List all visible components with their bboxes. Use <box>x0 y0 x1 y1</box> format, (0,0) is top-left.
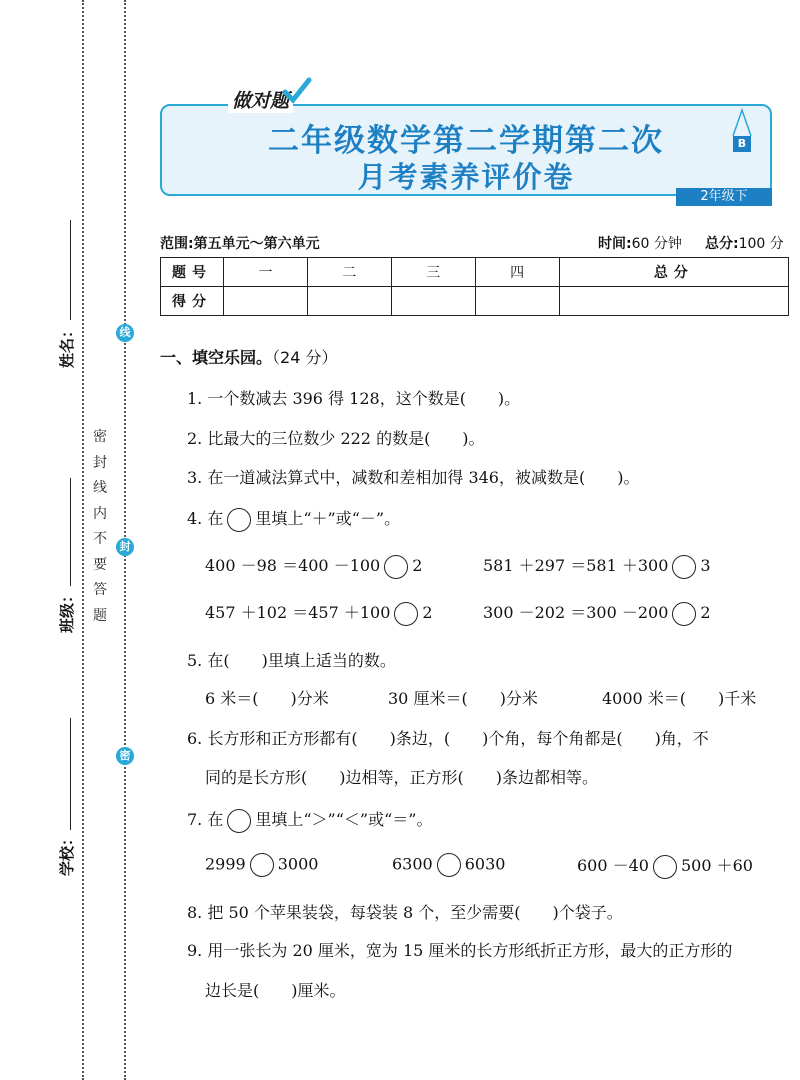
question-8: 8. 把 50 个苹果装袋，每袋装 8 个，至少需要( )个袋子。 <box>187 903 623 922</box>
question-1: 1. 一个数减去 396 得 128，这个数是( )。 <box>187 389 521 408</box>
question-5a: 6 米＝( )分米 <box>205 689 329 708</box>
question-6-line-1: 6. 长方形和正方形都有( )条边，( )个角，每个角都是( )角，不 <box>187 729 709 748</box>
grade-tag: 2年级下 <box>676 188 772 206</box>
name-label: 姓名： <box>58 322 77 369</box>
col-header: 一 <box>224 258 308 287</box>
question-7c: 600 －40 500 ＋60 <box>577 853 753 879</box>
question-7a: 2999 3000 <box>205 853 318 877</box>
school-label: 学校： <box>58 830 77 877</box>
answer-circle[interactable] <box>227 508 251 532</box>
question-9-line-2: 边长是( )厘米。 <box>205 981 346 1000</box>
question-7: 7. 在 里填上“＞”“＜”或“＝”。 <box>187 807 432 833</box>
row-header-score: 得分 <box>161 287 224 316</box>
checkmark-icon <box>282 76 312 106</box>
score-cell[interactable] <box>559 287 788 316</box>
scope-text: 范围:第五单元～第六单元 <box>160 236 320 252</box>
answer-circle[interactable] <box>250 853 274 877</box>
score-table-score-row <box>161 287 789 316</box>
seal-secret-marker: 密 <box>116 747 134 765</box>
score-table-header-row <box>161 258 789 287</box>
brand-logo: 做对题 <box>228 86 293 113</box>
class-field[interactable] <box>70 478 71 586</box>
question-5c: 4000 米＝( )千米 <box>602 689 757 708</box>
school-field[interactable] <box>70 718 71 830</box>
question-7b: 6300 6030 <box>392 853 505 877</box>
score-cell[interactable] <box>475 287 559 316</box>
title-line-2: 月考素养评价卷 <box>357 160 575 194</box>
answer-circle[interactable] <box>672 555 696 579</box>
question-2: 2. 比最大的三位数少 222 的数是( )。 <box>187 429 485 448</box>
question-4a: 400 －98 ＝400 －100 2 <box>205 553 422 579</box>
question-5b: 30 厘米＝( )分米 <box>388 689 538 708</box>
row-header-question: 题号 <box>161 258 224 287</box>
score-cell[interactable] <box>224 287 308 316</box>
section-1-title: 一、填空乐园。（24 分） <box>160 348 338 367</box>
answer-circle[interactable] <box>227 809 251 833</box>
title-line-1: 二年级数学第二学期第二次 <box>268 123 664 159</box>
score-table <box>160 257 789 316</box>
question-3: 3. 在一道减法算式中，减数和差相加得 346，被减数是( )。 <box>187 468 640 487</box>
score-cell[interactable] <box>307 287 391 316</box>
question-4: 4. 在 里填上“＋”或“－”。 <box>187 506 400 532</box>
binding-dotted-line-outer <box>82 0 84 1080</box>
answer-circle[interactable] <box>394 602 418 626</box>
question-5: 5. 在( )里填上适当的数。 <box>187 651 396 670</box>
time-text: 时间:60 分钟 <box>598 236 682 252</box>
question-9-line-1: 9. 用一张长为 20 厘米，宽为 15 厘米的长方形纸折正方形，最大的正方形的 <box>187 941 733 960</box>
question-6-line-2: 同的是长方形( )边相等，正方形( )条边都相等。 <box>205 768 598 787</box>
answer-circle[interactable] <box>384 555 408 579</box>
col-header: 二 <box>307 258 391 287</box>
seal-line-marker: 线 <box>116 324 134 342</box>
hanger-icon <box>730 106 754 138</box>
seal-warning-text: 密封线内不要答题 <box>93 429 107 624</box>
seal-seal-marker: 封 <box>116 538 134 556</box>
name-field[interactable] <box>70 220 71 320</box>
question-4b: 581 ＋297 ＝581 ＋300 3 <box>483 553 711 579</box>
question-4d: 300 －202 ＝300 －200 2 <box>483 600 711 626</box>
col-header: 总分 <box>559 258 788 287</box>
answer-circle[interactable] <box>437 853 461 877</box>
version-badge: B <box>733 136 751 152</box>
answer-circle[interactable] <box>672 602 696 626</box>
class-label: 班级： <box>58 587 77 634</box>
answer-circle[interactable] <box>653 855 677 879</box>
question-4c: 457 ＋102 ＝457 ＋100 2 <box>205 600 433 626</box>
col-header: 三 <box>391 258 475 287</box>
col-header: 四 <box>475 258 559 287</box>
score-cell[interactable] <box>391 287 475 316</box>
total-text: 总分:100 分 <box>705 236 784 252</box>
